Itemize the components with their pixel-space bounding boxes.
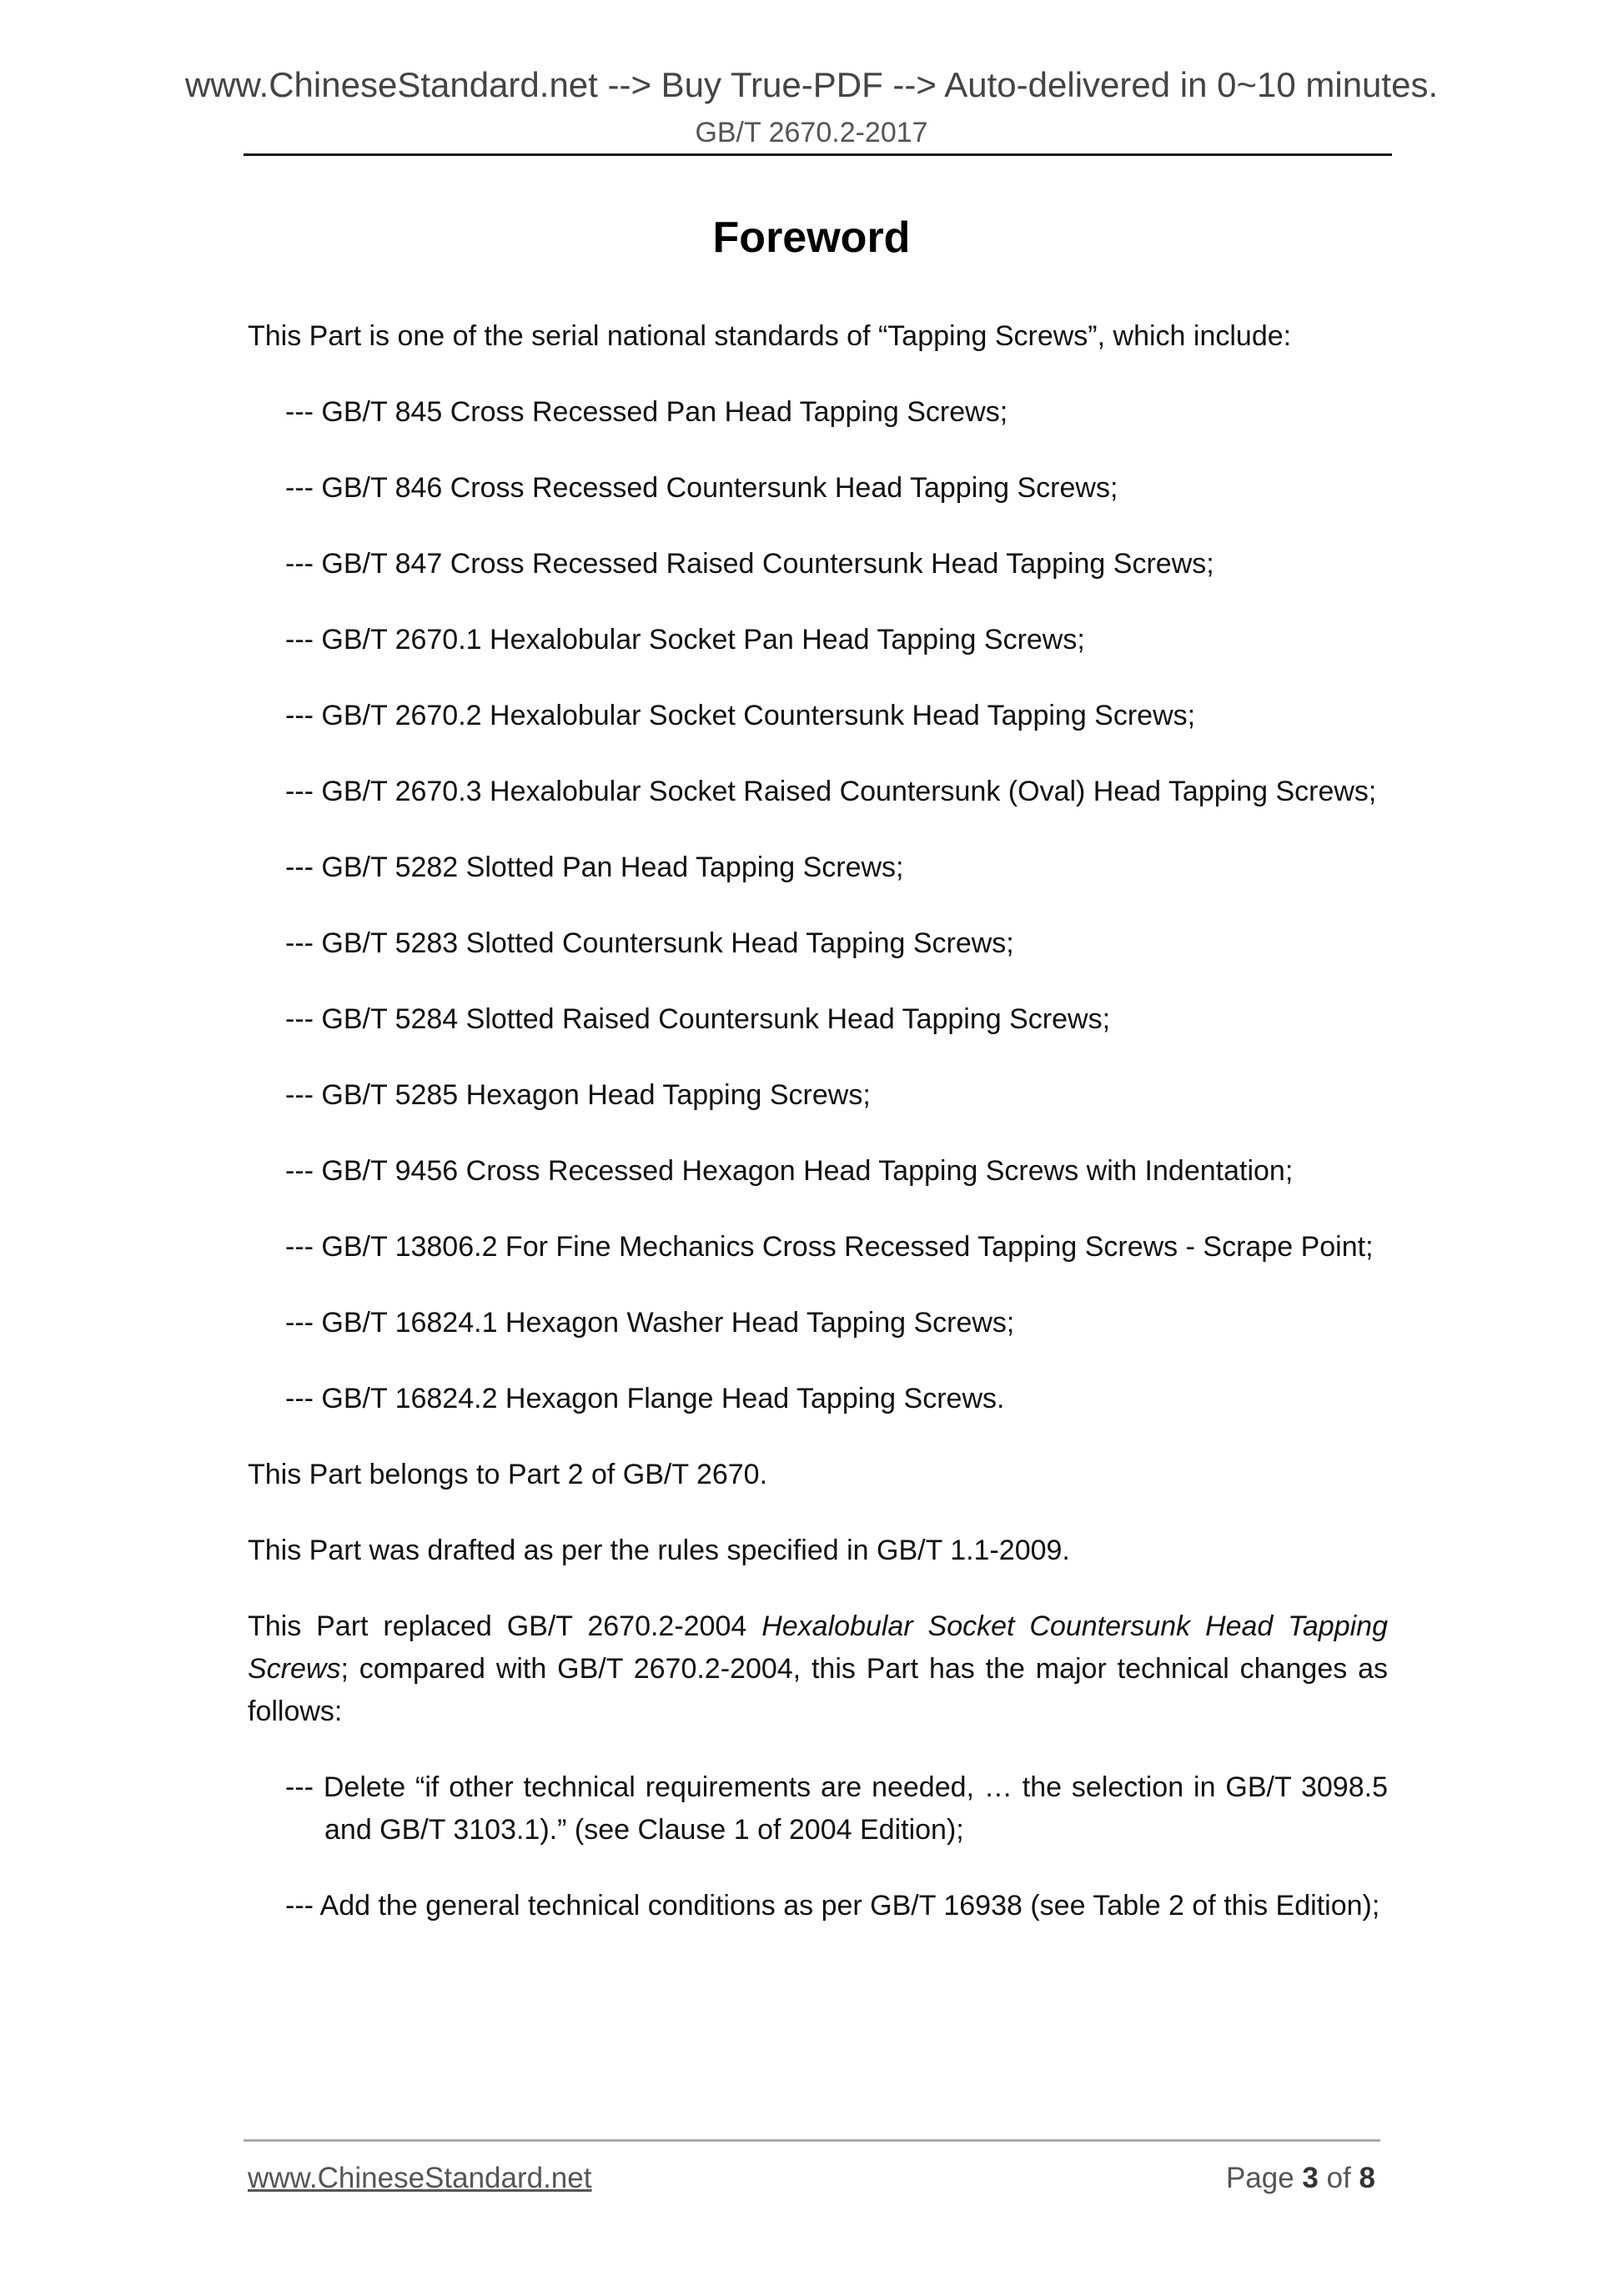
page-number — [1226, 2162, 1375, 2195]
list-item: --- GB/T 13806.2 For Fine Mechanics Cross Recessed Tapping Screws - Scrape Point; — [285, 1231, 1374, 1263]
list-item: --- GB/T 5285 Hexagon Head Tapping Screws; — [285, 1079, 871, 1111]
drafted-paragraph: This Part was drafted as per the rules specified in GB/T 1.1-2009. — [248, 1535, 1070, 1566]
header-banner: www.ChineseStandard.net --> Buy True-PDF --> Auto-delivered in 0~10 minutes. — [184, 65, 1439, 104]
list-item: --- GB/T 5283 Slotted Countersunk Head Tapping Screws; — [285, 927, 1014, 959]
document-body — [248, 315, 1388, 1961]
page-total: 8 — [1359, 2162, 1375, 2194]
page-title: Foreword — [712, 214, 911, 262]
replaced-pre: This Part replaced GB/T 2670.2-2004 — [248, 1610, 762, 1642]
list-item: --- GB/T 9456 Cross Recessed Hexagon Head Tapping Screws with Indentation; — [285, 1155, 1294, 1187]
list-item: --- GB/T 5282 Slotted Pan Head Tapping Screws; — [285, 852, 904, 883]
header-doc-id: GB/T 2670.2-2017 — [695, 117, 928, 148]
list-item: --- GB/T 2670.1 Hexalobular Socket Pan Head Tapping Screws; — [285, 624, 1085, 656]
list-item: --- GB/T 2670.2 Hexalobular Socket Countersunk Head Tapping Screws; — [285, 700, 1196, 731]
footer-divider — [244, 2139, 1380, 2142]
page-of: of — [1318, 2162, 1359, 2194]
change-item: --- Delete “if other technical requirements are needed, … the selection in GB/T 3098.5 and GB/T 3103.1).” (see Clause 1 of 2004 Edition); — [285, 1771, 1388, 1846]
list-item: --- GB/T 845 Cross Recessed Pan Head Tapping Screws; — [285, 396, 1008, 428]
replaced-paragraph — [248, 1605, 1388, 1733]
list-item: --- GB/T 16824.2 Hexagon Flange Head Tapping Screws. — [285, 1383, 1005, 1414]
header-divider — [244, 153, 1392, 156]
footer-website-link[interactable]: www.ChineseStandard.net — [248, 2162, 592, 2194]
replaced-title: Hexalobular Socket Countersunk Head Tapping Screws — [248, 1610, 1388, 1685]
replaced-post: ; compared with GB/T 2670.2-2004, this Part has the major technical changes as follows: — [248, 1653, 1388, 1727]
list-item: --- GB/T 846 Cross Recessed Countersunk Head Tapping Screws; — [285, 472, 1118, 504]
change-item: --- Add the general technical conditions as per GB/T 16938 (see Table 2 of this Edition); — [285, 1890, 1380, 1922]
page-prefix: Page — [1225, 2162, 1303, 2194]
intro-paragraph: This Part is one of the serial national standards of “Tapping Screws”, which include: — [248, 320, 1292, 352]
list-item: --- GB/T 2670.3 Hexalobular Socket Raised Countersunk (Oval) Head Tapping Screws; — [285, 776, 1377, 807]
list-item: --- GB/T 5284 Slotted Raised Countersunk Head Tapping Screws; — [285, 1003, 1111, 1035]
list-item: --- GB/T 16824.1 Hexagon Washer Head Tapping Screws; — [285, 1307, 1015, 1339]
part-paragraph: This Part belongs to Part 2 of GB/T 2670. — [248, 1459, 768, 1490]
list-item: --- GB/T 847 Cross Recessed Raised Countersunk Head Tapping Screws; — [285, 548, 1214, 580]
page-current: 3 — [1302, 2162, 1319, 2194]
